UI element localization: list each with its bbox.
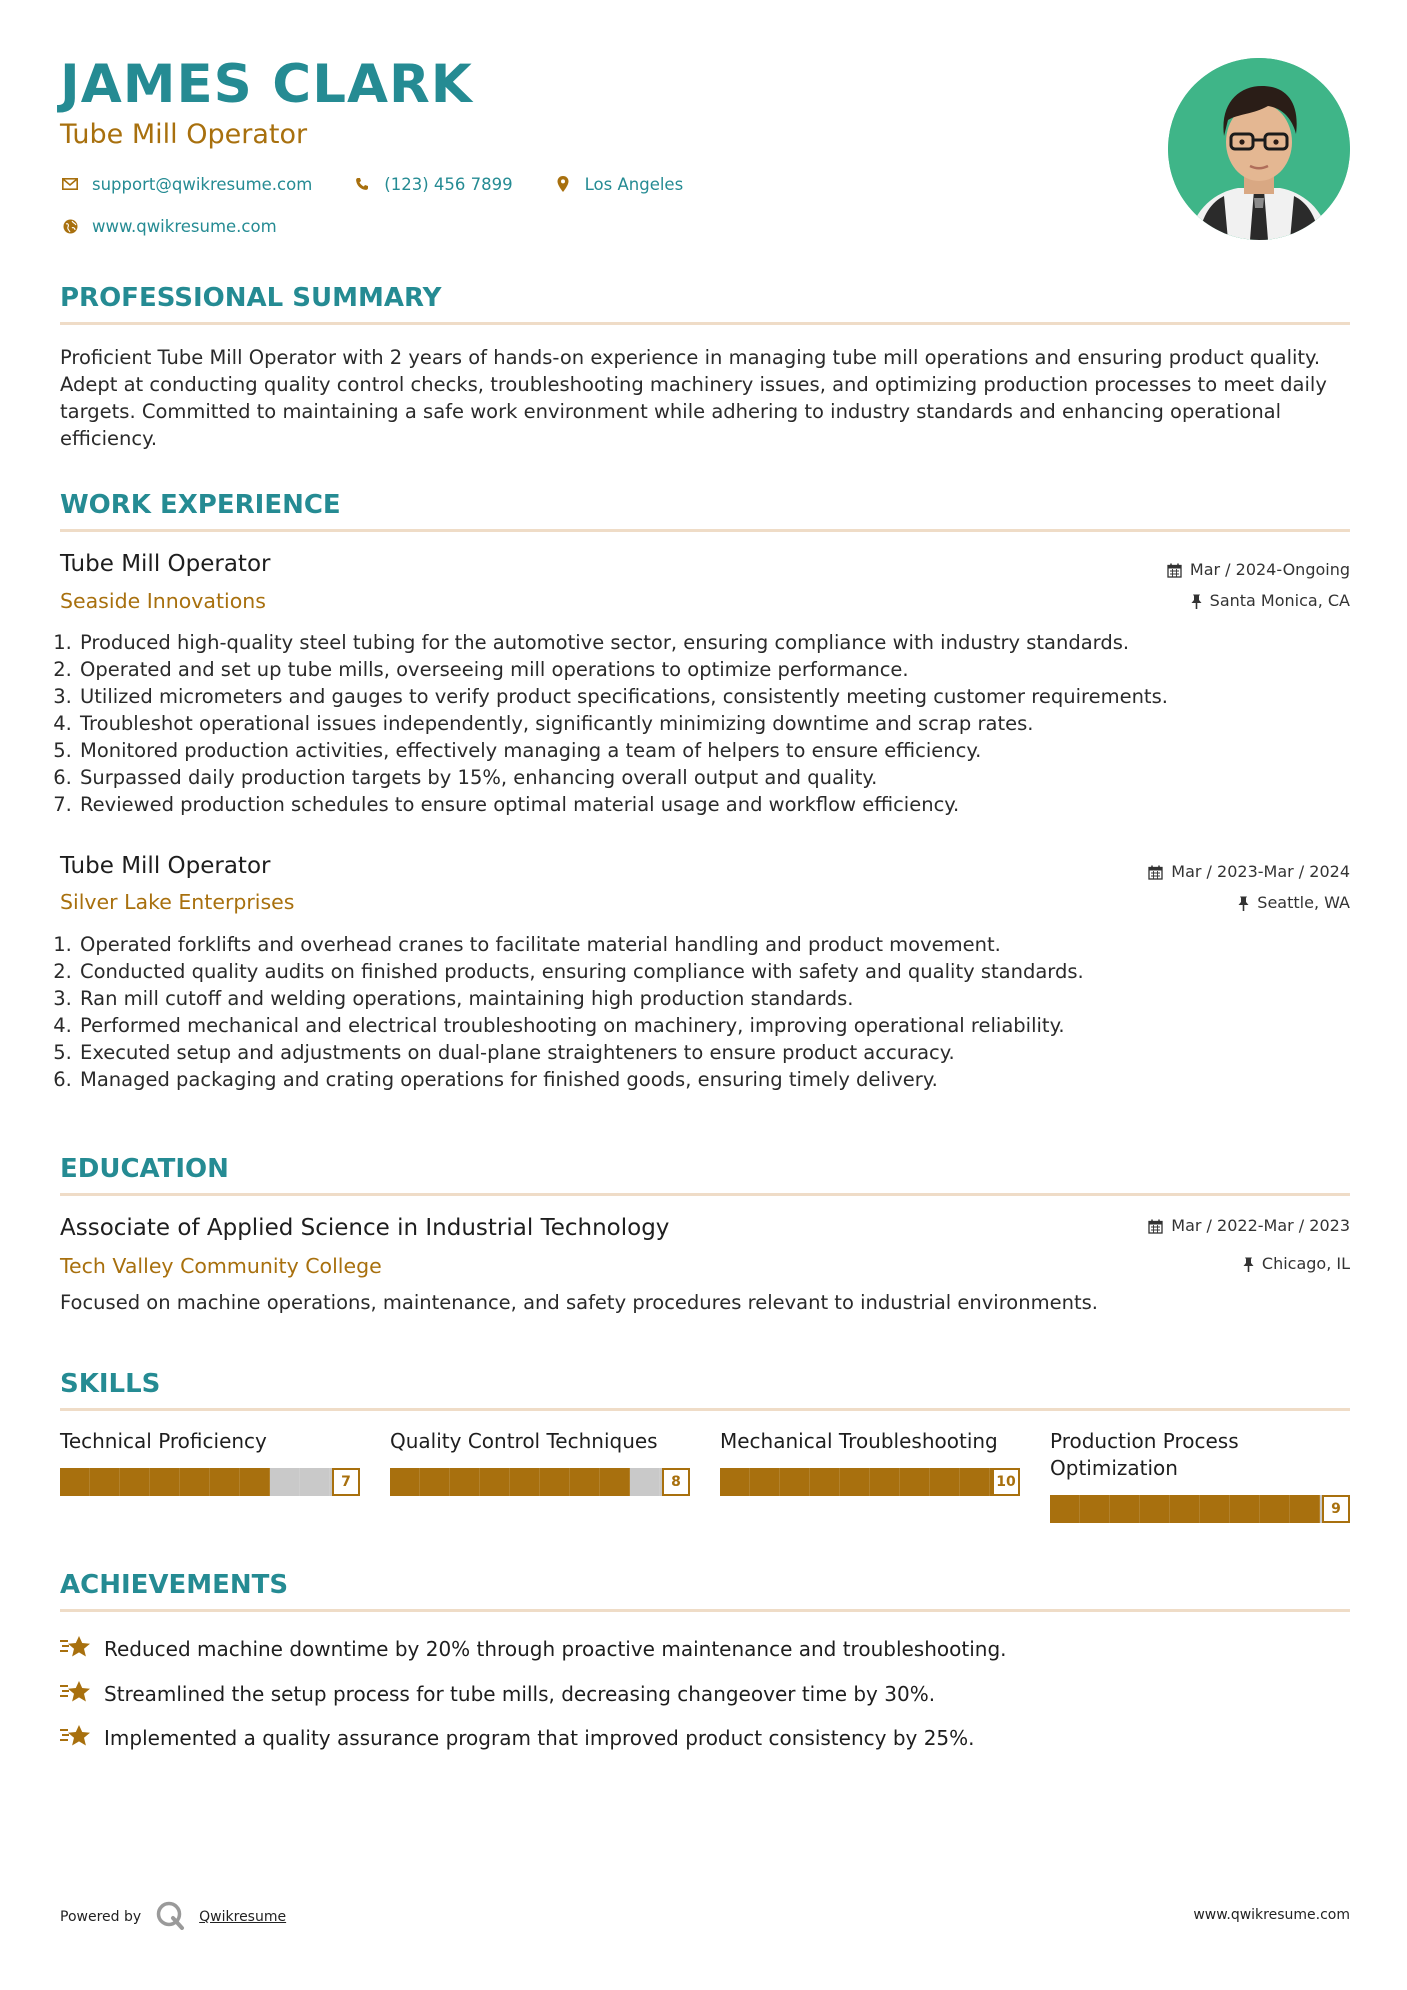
skill-bar-segment: [180, 1468, 210, 1496]
phone-icon: [352, 174, 372, 194]
list-item: 6. Surpassed daily production targets by 15%, enhancing overall output and quality.: [78, 764, 1368, 791]
skill-item: [390, 1428, 690, 1490]
education-location: [1243, 1256, 1350, 1272]
skill-bar-segment: [750, 1468, 780, 1496]
skill-bar-segment: [240, 1468, 270, 1496]
skill-item: [720, 1428, 1020, 1490]
job-responsibilities: [60, 629, 1368, 818]
skill-name: Technical Proficiency: [60, 1429, 267, 1453]
email-icon: [60, 174, 80, 194]
company-name: Seaside Innovations: [60, 589, 266, 613]
skill-bar-segment: [480, 1468, 510, 1496]
star-award-icon: [60, 1635, 92, 1662]
skill-bar-segment: [540, 1468, 570, 1496]
list-item: 4. Troubleshot operational issues independently, significantly minimizing downtime and scrap rates.: [78, 710, 1368, 737]
skill-bar-segment: [1050, 1495, 1080, 1523]
calendar-icon: [1148, 865, 1163, 880]
job-title: Tube Mill Operator: [60, 853, 271, 879]
education-dates: [1148, 1218, 1350, 1234]
skill-bar-segment: [570, 1468, 600, 1496]
job-location-text: Seattle, WA: [1257, 893, 1350, 912]
education-dates-text: Mar / 2022-Mar / 2023: [1171, 1216, 1350, 1235]
skill-bar-segment: [90, 1468, 120, 1496]
achievement-text: Implemented a quality assurance program that improved product consistency by 25%.: [104, 1725, 975, 1750]
skill-bar-segment: [600, 1468, 630, 1496]
experience-heading: WORK EXPERIENCE: [60, 490, 341, 520]
summary-heading: PROFESSIONAL SUMMARY: [60, 283, 442, 313]
skill-bar-segment: [450, 1468, 480, 1496]
star-award-icon: [60, 1724, 92, 1751]
skill-item: [60, 1428, 360, 1490]
school-name: Tech Valley Community College: [60, 1254, 382, 1278]
company-name: Silver Lake Enterprises: [60, 890, 295, 914]
list-item: 7. Reviewed production schedules to ensure optimal material usage and workflow efficiency.: [78, 791, 1368, 818]
job-location: [1191, 593, 1350, 609]
calendar-icon: [1148, 1219, 1163, 1234]
job-responsibilities: [60, 931, 1368, 1093]
list-item: 3. Ran mill cutoff and welding operations, maintaining high production standards.: [78, 985, 1368, 1012]
skill-bar-segment: [1200, 1495, 1230, 1523]
job-dates: [1148, 864, 1350, 880]
skill-bar-segment: [630, 1468, 660, 1496]
degree-title: Associate of Applied Science in Industrial Technology: [60, 1215, 670, 1241]
location-pin-icon: [553, 174, 573, 194]
skill-bar: [60, 1468, 360, 1496]
skill-bar-segment: [1170, 1495, 1200, 1523]
skill-name: Production Process Optimization: [1050, 1429, 1239, 1480]
education-location-text: Chicago, IL: [1261, 1254, 1350, 1273]
job-dates-text: Mar / 2024-Ongoing: [1189, 560, 1350, 579]
list-item: 5. Executed setup and adjustments on dual-plane straighteners to ensure product accuracy.: [78, 1039, 1368, 1066]
qwikresume-logo-icon: [155, 1900, 185, 1934]
profile-photo: [1168, 58, 1350, 240]
skill-bar-segment: [960, 1468, 990, 1496]
skill-bar-segment: [1140, 1495, 1170, 1523]
list-item: 1. Produced high-quality steel tubing for the automotive sector, ensuring compliance with industry standards.: [78, 629, 1368, 656]
globe-icon: [60, 216, 80, 236]
pushpin-icon: [1191, 594, 1202, 609]
powered-by-label: Powered by: [60, 1909, 142, 1925]
qwikresume-link[interactable]: Qwikresume: [199, 1909, 287, 1925]
skill-bar-segment: [300, 1468, 330, 1496]
education-description: Focused on machine operations, maintenance, and safety procedures relevant to industrial environments.: [60, 1291, 1098, 1314]
job-location: [1238, 895, 1350, 911]
achievement-item: [60, 1635, 1007, 1662]
achievements-heading: ACHIEVEMENTS: [60, 1570, 289, 1600]
skill-bar-segment: [390, 1468, 420, 1496]
skill-bar-segment: [510, 1468, 540, 1496]
footer-website[interactable]: www.qwikresume.com: [1193, 1907, 1350, 1923]
skill-bar-segment: [210, 1468, 240, 1496]
job-location-text: Santa Monica, CA: [1209, 591, 1350, 610]
skill-bar-segment: [720, 1468, 750, 1496]
achievements-divider: [60, 1609, 1350, 1612]
website-row: [60, 216, 277, 236]
skills-heading: SKILLS: [60, 1369, 161, 1399]
skill-bar-segment: [1260, 1495, 1290, 1523]
skill-name: Mechanical Troubleshooting: [720, 1429, 998, 1453]
skill-bar-segment: [120, 1468, 150, 1496]
skill-bar: [1050, 1495, 1350, 1523]
skill-item: [1050, 1428, 1350, 1517]
education-heading: EDUCATION: [60, 1154, 229, 1184]
resume-page: [60, 0, 1350, 1990]
skills-divider: [60, 1408, 1350, 1411]
skill-level-badge: 10: [992, 1468, 1020, 1496]
skill-bar-segment: [1290, 1495, 1320, 1523]
experience-divider: [60, 529, 1350, 532]
skill-bar-segment: [1080, 1495, 1110, 1523]
skill-bar-segment: [780, 1468, 810, 1496]
achievement-item: [60, 1680, 935, 1707]
list-item: 1. Operated forklifts and overhead cranes to facilitate material handling and product movement.: [78, 931, 1368, 958]
list-item: 3. Utilized micrometers and gauges to verify product specifications, consistently meeting customer requirements.: [78, 683, 1368, 710]
job-title: Tube Mill Operator: [60, 551, 271, 577]
email-link[interactable]: support@qwikresume.com: [92, 174, 313, 194]
skill-level-badge: 8: [662, 1468, 690, 1496]
skill-bar-segment: [420, 1468, 450, 1496]
skill-name: Quality Control Techniques: [390, 1429, 658, 1453]
skill-bar-segment: [840, 1468, 870, 1496]
education-divider: [60, 1193, 1350, 1196]
phone-number[interactable]: (123) 456 7899: [384, 174, 513, 194]
skill-bar-segment: [150, 1468, 180, 1496]
skill-bar-segment: [900, 1468, 930, 1496]
skill-level-badge: 9: [1322, 1495, 1350, 1523]
skill-bar: [720, 1468, 1020, 1496]
skill-bar-segment: [60, 1468, 90, 1496]
pushpin-icon: [1238, 896, 1249, 911]
website-link[interactable]: www.qwikresume.com: [92, 216, 277, 236]
candidate-name: JAMES CLARK: [60, 54, 473, 115]
skill-bar: [390, 1468, 690, 1496]
list-item: 6. Managed packaging and crating operations for finished goods, ensuring timely delivery.: [78, 1066, 1368, 1093]
job-dates: [1167, 562, 1350, 578]
skill-bar-segment: [930, 1468, 960, 1496]
skill-bar-segment: [270, 1468, 300, 1496]
skill-level-badge: 7: [332, 1468, 360, 1496]
list-item: 5. Monitored production activities, effectively managing a team of helpers to ensure efficiency.: [78, 737, 1368, 764]
job-dates-text: Mar / 2023-Mar / 2024: [1171, 862, 1350, 881]
contact-row: [60, 174, 683, 194]
location-text: Los Angeles: [584, 174, 684, 194]
candidate-role: Tube Mill Operator: [60, 119, 308, 150]
summary-text: Proficient Tube Mill Operator with 2 years of hands-on experience in managing tube mill operations and ensuring product quality. Adept at conducting quality control checks, troubleshooting machinery issues, and optimizing production processes to meet daily targets. Committed to maintaining a safe work environment while adhering to industry standards and enhancing operational efficiency.: [60, 346, 1327, 450]
list-item: 2. Conducted quality audits on finished products, ensuring compliance with safety and quality standards.: [78, 958, 1368, 985]
achievement-text: Streamlined the setup process for tube mills, decreasing changeover time by 30%.: [104, 1681, 936, 1706]
achievement-text: Reduced machine downtime by 20% through proactive maintenance and troubleshooting.: [104, 1636, 1007, 1661]
list-item: 4. Performed mechanical and electrical troubleshooting on machinery, improving operational reliability.: [78, 1012, 1368, 1039]
calendar-icon: [1167, 563, 1182, 578]
skill-bar-segment: [1230, 1495, 1260, 1523]
list-item: 2. Operated and set up tube mills, overseeing mill operations to optimize performance.: [78, 656, 1368, 683]
skill-bar-segment: [870, 1468, 900, 1496]
skill-bar-segment: [1110, 1495, 1140, 1523]
summary-divider: [60, 322, 1350, 325]
star-award-icon: [60, 1680, 92, 1707]
achievement-item: [60, 1724, 975, 1751]
footer-powered-by: [60, 1900, 286, 1934]
skill-bar-segment: [810, 1468, 840, 1496]
pushpin-icon: [1243, 1257, 1254, 1272]
